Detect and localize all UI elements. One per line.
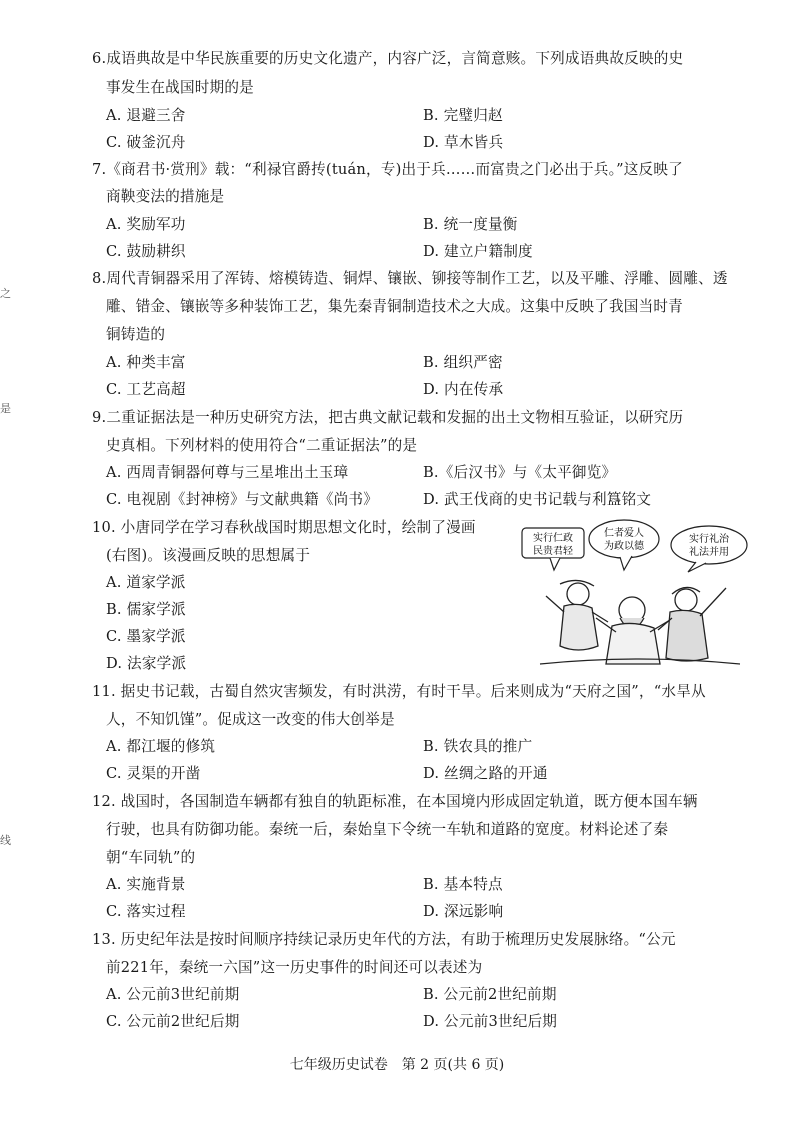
speech-bubble-middle: [589, 520, 659, 570]
q7-stem-line-2: 商鞅变法的措施是: [106, 188, 225, 205]
q6-stem-line-2: 事发生在战国时期的是: [106, 79, 254, 96]
q12-stem-line-1: 12. 战国时，各国制造车辆都有独自的轨距标准，在本国境内形成固定轨道，既方便本国车辆: [92, 793, 698, 810]
bubble-left-line-1: 实行仁政: [533, 533, 573, 544]
bubble-middle-line-2: 为政以德: [604, 541, 644, 552]
q10-option-d: D. 法家学派: [106, 655, 187, 672]
margin-mark-3: 线: [0, 834, 11, 847]
bubble-right-line-2: 礼法并用: [689, 547, 729, 558]
q11-option-d: D. 丝绸之路的开通: [423, 765, 548, 782]
q9-stem-line-2: 史真相。下列材料的使用符合“二重证据法”的是: [106, 437, 418, 454]
q13-option-a: A. 公元前3世纪前期: [106, 986, 240, 1003]
q7-option-b: B. 统一度量衡: [423, 216, 518, 233]
q6-option-c: C. 破釜沉舟: [106, 134, 186, 151]
q9-stem-line-1: 9.二重证据法是一种历史研究方法，把古典文献记载和发掘的出土文物相互验证，以研究历: [92, 409, 684, 426]
q12-option-a: A. 实施背景: [106, 876, 186, 893]
q10-stem-line-1: 10. 小唐同学在学习春秋战国时期思想文化时，绘制了漫画: [92, 519, 476, 536]
q8-stem-line-1: 8.周代青铜器采用了浑铸、熔模铸造、铜焊、镶嵌、铆接等制作工艺，以及平雕、浮雕、圆雕、透: [92, 270, 728, 287]
page-footer: 七年级历史试卷 第 2 页(共 6 页): [289, 1057, 505, 1073]
q8-option-b: B. 组织严密: [423, 354, 503, 371]
q11-option-b: B. 铁农具的推广: [423, 738, 533, 755]
q11-stem-line-2: 人，不知饥馑”。促成这一改变的伟大创举是: [106, 711, 395, 728]
bubble-left-line-2: 民贵君轻: [533, 546, 573, 557]
q13-stem-line-2: 前221年，秦统一六国”这一历史事件的时间还可以表述为: [106, 959, 483, 976]
q9-option-c: C. 电视剧《封神榜》与文献典籍《尚书》: [106, 491, 379, 508]
q11-stem-line-1: 11. 据史书记载，古蜀自然灾害频发，有时洪涝，有时干旱。后来则成为“天府之国”，“水旱从: [92, 683, 706, 700]
q13-option-d: D. 公元前3世纪后期: [423, 1013, 558, 1030]
q13-stem-line-1: 13. 历史纪年法是按时间顺序持续记录历史年代的方法，有助于梳理历史发展脉络。“公元: [92, 931, 676, 948]
margin-mark-2: 是: [0, 402, 11, 415]
q8-stem-line-3: 铜铸造的: [106, 326, 166, 343]
q9-option-d: D. 武王伐商的史书记载与利簋铭文: [423, 491, 652, 508]
q9-option-b: B.《后汉书》与《太平御览》: [423, 464, 617, 481]
speech-bubble-left: [522, 528, 584, 570]
q13-option-b: B. 公元前2世纪前期: [423, 986, 557, 1003]
q12-option-d: D. 深远影响: [423, 903, 504, 920]
q12-stem-line-2: 行驶，也具有防御功能。秦统一后，秦始皇下令统一车轨和道路的宽度。材料论述了秦: [106, 821, 669, 838]
q8-option-d: D. 内在传承: [423, 381, 504, 398]
q8-stem-line-2: 雕、错金、镶嵌等多种装饰工艺，集先秦青铜制造技术之大成。这集中反映了我国当时青: [106, 298, 683, 315]
bubble-right-line-1: 实行礼治: [689, 534, 729, 545]
q13-option-c: C. 公元前2世纪后期: [106, 1013, 240, 1030]
q12-option-c: C. 落实过程: [106, 903, 186, 920]
q8-option-c: C. 工艺高超: [106, 381, 186, 398]
q7-option-d: D. 建立户籍制度: [423, 243, 533, 260]
bubble-middle-line-1: 仁者爱人: [604, 528, 644, 539]
q10-option-b: B. 儒家学派: [106, 601, 186, 618]
q12-option-b: B. 基本特点: [423, 876, 503, 893]
q7-option-c: C. 鼓励耕织: [106, 243, 186, 260]
confucian-cartoon-illustration: [520, 518, 756, 666]
q8-option-a: A. 种类丰富: [106, 354, 186, 371]
q6-option-b: B. 完璧归赵: [423, 107, 503, 124]
scholar-figures-drawing: [540, 580, 740, 664]
q10-stem-line-2: (右图)。该漫画反映的思想属于: [106, 547, 311, 564]
q6-stem-line-1: 6.成语典故是中华民族重要的历史文化遗产，内容广泛，言简意赅。下列成语典故反映的史: [92, 50, 684, 67]
q12-stem-line-3: 朝“车同轨”的: [106, 849, 196, 866]
q11-option-a: A. 都江堰的修筑: [106, 738, 216, 755]
margin-mark-1: 之: [0, 287, 11, 300]
q7-option-a: A. 奖励军功: [106, 216, 186, 233]
speech-bubble-right: [671, 526, 747, 572]
q9-option-a: A. 西周青铜器何尊与三星堆出土玉璋: [106, 464, 349, 481]
q10-option-c: C. 墨家学派: [106, 628, 186, 645]
q6-option-d: D. 草木皆兵: [423, 134, 504, 151]
q11-option-c: C. 灵渠的开凿: [106, 765, 201, 782]
q10-option-a: A. 道家学派: [106, 574, 186, 591]
q7-stem-line-1: 7.《商君书·赏刑》载：“利禄官爵抟(tuán，专)出于兵……而富贵之门必出于兵。”这反映了: [92, 161, 683, 178]
q6-option-a: A. 退避三舍: [106, 107, 186, 124]
